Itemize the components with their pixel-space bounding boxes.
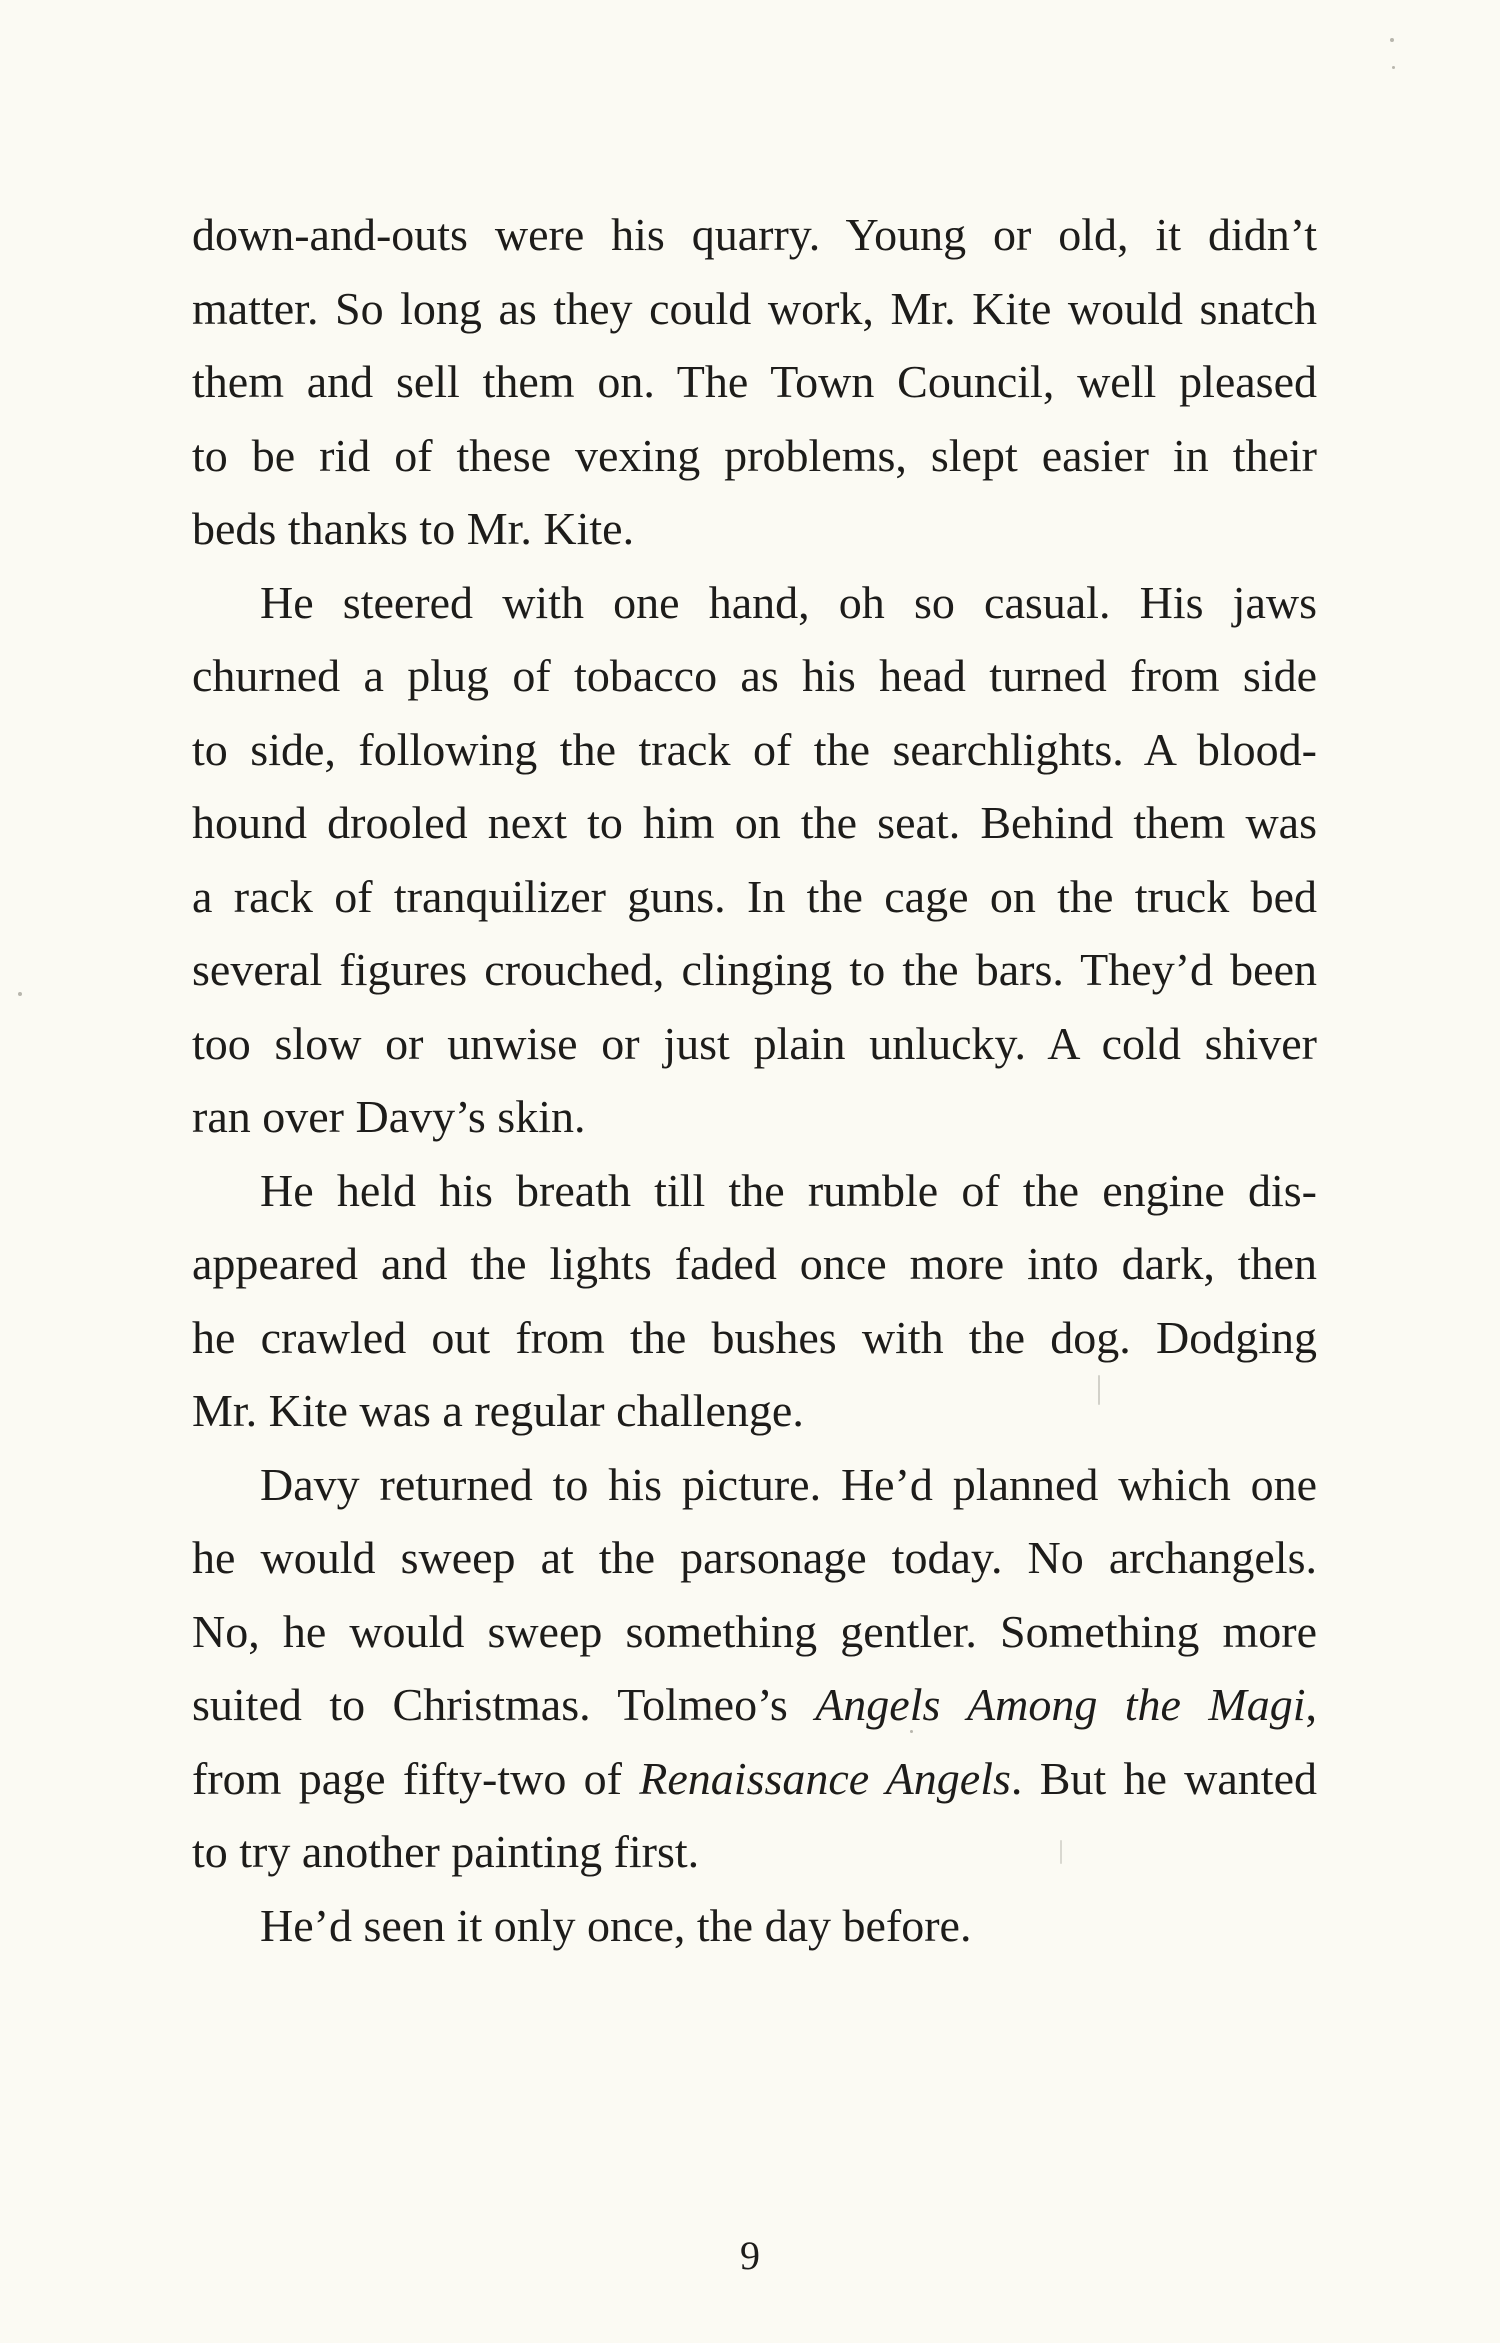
text-line: appeared and the lights faded once more into dark, then <box>192 1238 1317 1289</box>
body-text <box>192 198 1317 1962</box>
paragraph <box>192 1448 1317 1889</box>
text-line: He steered with one hand, oh so casual. His jaws <box>260 576 1317 628</box>
text-line: He held his breath till the rumble of the engine dis- <box>260 1164 1317 1216</box>
text-line: them and sell them on. The Town Council, well pleased <box>192 356 1317 407</box>
text-line: to try another painting first. <box>192 1826 700 1877</box>
text-line: down-and-outs were his quarry. Young or old, it didn’t <box>192 209 1317 260</box>
text-line: too slow or unwise or just plain unlucky. A cold shiver <box>192 1017 1317 1069</box>
text-line: to side, following the track of the searchlights. A blood- <box>192 723 1317 775</box>
text-line: he would sweep at the parsonage today. No archangels. <box>192 1532 1317 1583</box>
scan-speck <box>1060 1840 1062 1864</box>
text-line: a rack of tranquilizer guns. In the cage on the truck bed <box>192 870 1317 922</box>
text-line: ran over Davy’s skin. <box>192 1091 586 1142</box>
text-line: He’d seen it only once, the day before. <box>260 1899 972 1951</box>
text-line: to be rid of these vexing problems, slept easier in their <box>192 429 1317 481</box>
text-line: suited to Christmas. Tolmeo’s Angels Among the Magi, <box>192 1679 1318 1730</box>
text-line: hound drooled next to him on the seat. Behind them was <box>192 797 1317 848</box>
text-line: churned a plug of tobacco as his head turned from side <box>192 650 1317 701</box>
text-line: from page fifty-two of Renaissance Angels. But he wanted <box>192 1752 1317 1804</box>
paragraph <box>192 566 1317 1154</box>
text-line: beds thanks to Mr. Kite. <box>192 503 635 554</box>
scan-speck <box>1392 66 1395 69</box>
text-line: Mr. Kite was a regular challenge. <box>192 1385 804 1436</box>
text-line: Davy returned to his picture. He’d planned which one <box>260 1458 1317 1510</box>
paragraph <box>192 1154 1317 1448</box>
paragraph <box>192 198 1317 566</box>
scan-speck <box>1390 38 1394 42</box>
scan-speck <box>1098 1375 1100 1405</box>
text-line: he crawled out from the bushes with the dog. Dodging <box>192 1311 1317 1363</box>
paragraph <box>192 1889 1317 1963</box>
text-line: No, he would sweep something gentler. Something more <box>192 1605 1317 1657</box>
text-line: several figures crouched, clinging to the bars. They’d been <box>192 944 1317 995</box>
text-line: matter. So long as they could work, Mr. Kite would snatch <box>192 282 1317 334</box>
scan-speck <box>18 992 22 996</box>
page-number: 9 <box>740 2233 760 2278</box>
scan-speck <box>910 1730 913 1733</box>
